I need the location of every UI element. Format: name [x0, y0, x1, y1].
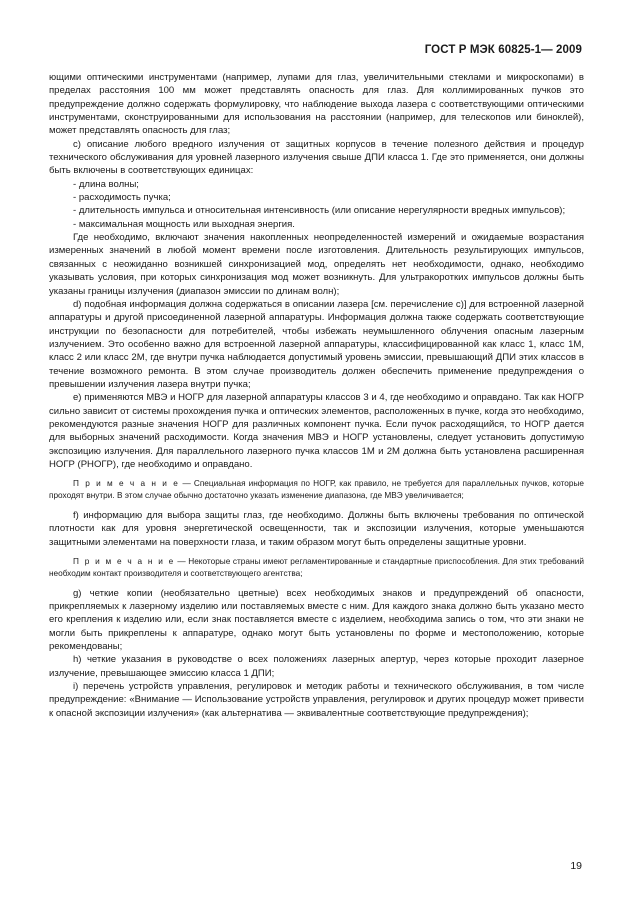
paragraph-c: с) описание любого вредного излучения от защитных корпусов в течение полезного действия и процедур технического обслуживания для уровней лазерного излучения свыше ДПИ класса 1. Где это применяется, они должны быть включены в соответствующих единицах: — [49, 138, 584, 177]
list-item-max-power: - максимальная мощность или выходная энергия. — [73, 218, 295, 230]
paragraph-continuation: ющими оптическими инструментами (например, лупами для глаз, увеличительными стеклами и микроскопами) в пределах расстояния 100 мм может представлять опасность для глаз. Для коллимированных пучков это предупреждение должно содержать формулировку, что наблюдение выхода лазера с соответствующими оптическими инструментами, сконструированными для использования на расстоянии (например, для телескопов или биноклей), может представлять опасность для глаз; — [49, 72, 584, 137]
list-item-divergence: - расходимость пучка; — [73, 192, 171, 204]
note-text: — Специальная информация по НОГР, как правило, не требуется для параллельных пучков, которые проходят внутри. В этом случае обычно достаточно указать изменение диапазона, где МВЭ увеличивается; — [49, 479, 584, 501]
list-item-wavelength: - длина волны; — [73, 178, 139, 190]
note-label: П р и м е ч а н и е — [73, 479, 180, 489]
document-header: ГОСТ Р МЭК 60825-1— 2009 — [424, 44, 582, 56]
paragraph-g: g) четкие копии (необязательно цветные) всех необходимых знаков и предупреждений об опасности, прикрепляемых к лазерному изделию или поставляемых вместе с ним. Для каждого знака должно быть указано место его крепления к изделию или, если знак поставляется вместе с изделием, необходима запись о том, что эти знаки не могли быть прикреплены к аппаратуре, однако могут быть установлены по форме и местоположению, которые рекомендованы; — [49, 587, 584, 652]
note-2 — [49, 556, 584, 580]
paragraph-h: h) четкие указания в руководстве о всех положениях лазерных апертур, через которые проходит лазерное излучение, превышающее эмиссию класса 1 ДПИ; — [49, 654, 584, 679]
paragraph-d: d) подобная информация должна содержаться в описании лазера [см. перечисление с)] для встроенной лазерной аппаратуры и другой присоединенной лазерной аппаратуры. Информация должна также содержать соответствующие инструкции по безопасности для потребителей, чтобы избежать неумышленного облучения опасным лазерным излучением. Это особенно важно для встроенной лазерной аппаратуры, классифицированной как класс 1, класс 1М, класс 2 или класс 2М, где внутри пучка наблюдается допустимый уровень эмиссии, превышающий ДПИ этих классов в течение возможного ремонта. В этом случае производитель должен обеспечить применение предупреждения о превышении излучения лазера внутри пучка; — [49, 298, 584, 390]
paragraph-i: i) перечень устройств управления, регулировок и методик работы и технического обслуживания, в том числе предупреждение: «Внимание — Использование устройств управления, регулировок и других процедур может привести к опасной экспозиции излучения» (как альтернатива — эквивалентные соответствующие предупреждения); — [49, 680, 584, 719]
document-body — [49, 71, 584, 720]
note-text: — Некоторые страны имеют регламентированные и стандартные приспособления. Для этих требований необходим контакт производителя и соответствующего агентства; — [49, 556, 584, 578]
page-number: 19 — [570, 860, 582, 872]
paragraph-e: е) применяются МВЭ и НОГР для лазерной аппаратуры классов 3 и 4, где необходимо и оправдано. Так как НОГР сильно зависит от системы прохождения пучка и оптических элементов, расположенных в пучке, когда это необходимо, рекомендуются разные значения НОГР для различных компонент пучка. Если пучок расходящийся, то НОГР дается для выборных значений расходимости. Когда значения МВЭ и НОГР установлены, следует установить допустимую экспозицию излучения. Для параллельного лазерного пучка классов 1М и 2М должна быть установлена расширенная НОГР (РНОГР), где необходимо и оправдано. — [49, 392, 584, 470]
paragraph-f: f) информацию для выбора защиты глаз, где необходимо. Должны быть включены требования по оптической плотности как для уровня энергетической освещенности, так и экспозиции излучения, которые уменьшаются защитными элементами на поверхности глаза, и таким образом могут быть определены защитные уровни. — [49, 509, 584, 548]
note-label: П р и м е ч а н и е — [73, 556, 175, 566]
list-item-pulse-duration: - длительность импульса и относительная интенсивность (или описание нерегулярности вредных импульсов); — [73, 205, 566, 217]
paragraph-uncertainties: Где необходимо, включают значения накопленных неопределенностей измерений и ожидаемые возрастания измеренных значений в любой момент времени после изготовления. Длительность результирующих импульсов, связанных с неожиданно возникшей синхронизацией мод, определять нет необходимости, однако, необходимо указывать условия, при которых синхронизация мод может возникнуть. Для ультракоротких импульсов должны быть указаны границы излучения (диапазон эмиссии по длинам волн); — [49, 232, 584, 297]
note-1 — [49, 478, 584, 502]
